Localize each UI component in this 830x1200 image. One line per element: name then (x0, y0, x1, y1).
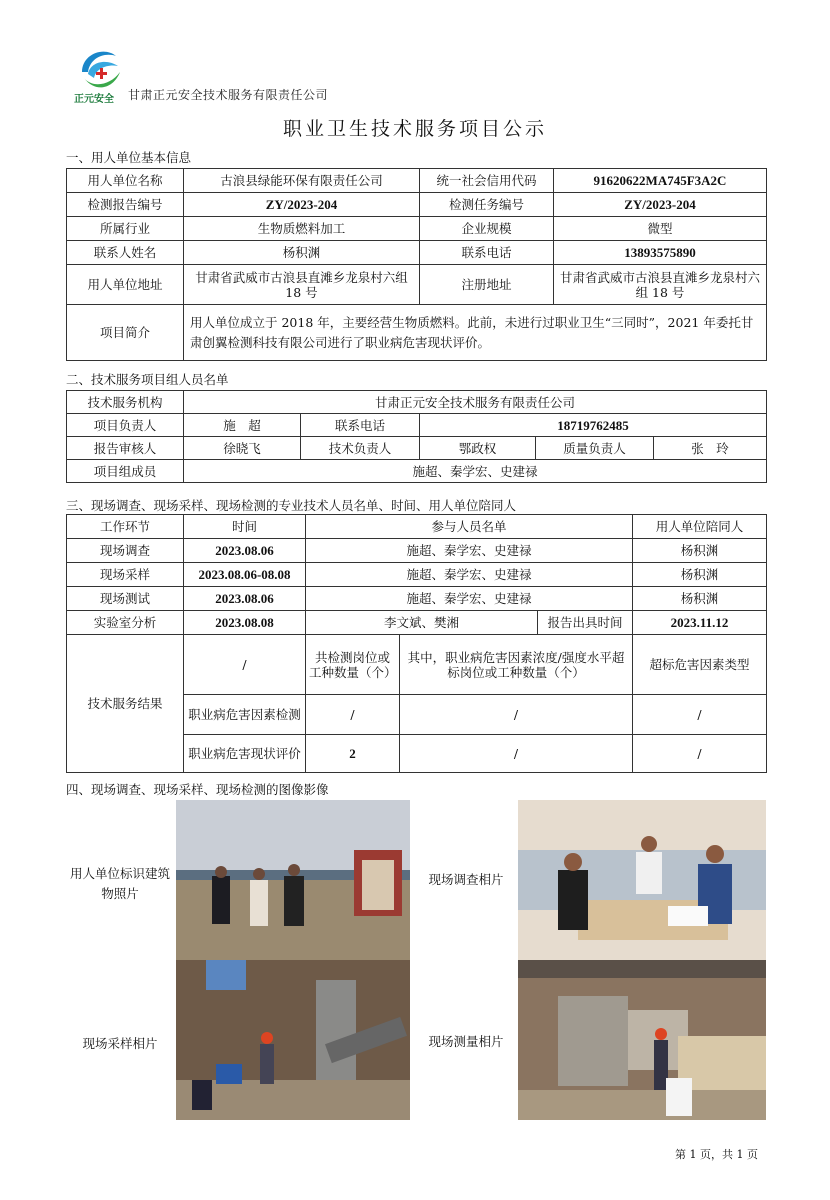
org-name: 甘肃正元安全技术服务有限责任公司 (184, 391, 767, 414)
measurement-photo (518, 960, 766, 1120)
escort-header: 用人单位陪同人 (633, 515, 767, 539)
stage: 现场调查 (67, 539, 184, 563)
org-label: 技术服务机构 (67, 391, 184, 414)
reviewer: 徐晓飞 (184, 437, 301, 460)
leader: 施 超 (184, 414, 301, 437)
section-team-heading: 二、技术服务项目组人员名单 (66, 372, 229, 387)
intro-label: 项目简介 (67, 305, 184, 361)
logo-text: 正元安全 (74, 94, 114, 105)
stage-header: 工作环节 (67, 515, 184, 539)
result-evaluation-label: 职业病危害现状评价 (184, 735, 306, 773)
photo-label-building: 用人单位标识建筑物照片 (70, 866, 171, 901)
result-detection-type: / (633, 695, 767, 735)
report-time: 2023.11.12 (633, 611, 767, 635)
table-row (67, 539, 767, 563)
result-detection-exceed: / (400, 695, 633, 735)
escort: 杨积渊 (633, 563, 767, 587)
sampling-photo (176, 960, 410, 1120)
table-row (67, 587, 767, 611)
result-blank: / (184, 635, 306, 695)
stage: 现场测试 (67, 587, 184, 611)
contact-label: 联系人姓名 (67, 241, 184, 265)
team-table (66, 390, 767, 483)
escort: 杨积渊 (633, 539, 767, 563)
tech-label: 技术负责人 (301, 437, 420, 460)
quality: 张 玲 (654, 437, 767, 460)
building-photo (176, 800, 410, 960)
task-no: ZY/2023-204 (554, 193, 767, 217)
table-row (67, 563, 767, 587)
address-label: 用人单位地址 (67, 265, 184, 305)
reg-address-label: 注册地址 (420, 265, 554, 305)
result-type-header: 超标危害因素类型 (633, 635, 767, 695)
escort: 杨积渊 (633, 587, 767, 611)
industry-label: 所属行业 (67, 217, 184, 241)
time: 2023.08.06-08.08 (184, 563, 306, 587)
photo-label-measurement: 现场测量相片 (428, 1034, 504, 1049)
credit-code: 91620622MA745F3A2C (554, 169, 767, 193)
photo-label-sampling: 现场采样相片 (82, 1036, 158, 1051)
lab-label: 实验室分析 (67, 611, 184, 635)
people: 施超、秦学宏、史建禄 (306, 563, 633, 587)
people: 施超、秦学宏、史建禄 (306, 587, 633, 611)
section-field-heading: 三、现场调查、现场采样、现场检测的专业技术人员名单、时间、用人单位陪同人 (66, 498, 517, 513)
company-header-name: 甘肃正元安全技术服务有限责任公司 (128, 88, 329, 102)
lab-people: 李文斌、樊湘 (306, 611, 538, 635)
members: 施超、秦学宏、史建禄 (184, 460, 767, 483)
phone: 13893575890 (554, 241, 767, 265)
tech: 鄂政权 (420, 437, 536, 460)
unit-name-label: 用人单位名称 (67, 169, 184, 193)
lab-time: 2023.08.08 (184, 611, 306, 635)
result-label: 技术服务结果 (67, 635, 184, 773)
result-detection-label: 职业病危害因素检测 (184, 695, 306, 735)
people-header: 参与人员名单 (306, 515, 633, 539)
section-photos-heading: 四、现场调查、现场采样、现场检测的图像影像 (66, 782, 329, 797)
time-header: 时间 (184, 515, 306, 539)
scale-label: 企业规模 (420, 217, 554, 241)
report-no: ZY/2023-204 (184, 193, 420, 217)
basic-info-table (66, 168, 767, 361)
result-evaluation-exceed: / (400, 735, 633, 773)
section-basic-info-heading: 一、用人单位基本信息 (66, 150, 192, 165)
phone-label: 联系电话 (420, 241, 554, 265)
unit-name: 古浪县绿能环保有限责任公司 (184, 169, 420, 193)
stage: 现场采样 (67, 563, 184, 587)
photo-label-survey: 现场调查相片 (428, 872, 504, 887)
people: 施超、秦学宏、史建禄 (306, 539, 633, 563)
reviewer-label: 报告审核人 (67, 437, 184, 460)
credit-code-label: 统一社会信用代码 (420, 169, 554, 193)
survey-photo (518, 800, 766, 960)
result-evaluation-count: 2 (306, 735, 400, 773)
leader-label: 项目负责人 (67, 414, 184, 437)
leader-phone: 18719762485 (420, 414, 767, 437)
intro-text: 用人单位成立于 2018 年，主要经营生物质燃料。此前，未进行过职业卫生“三同时”，2021 年委托甘肃创翼检测科技有限公司进行了职业病危害现状评价。 (184, 305, 767, 361)
field-table (66, 514, 767, 773)
contact: 杨积渊 (184, 241, 420, 265)
scale: 微型 (554, 217, 767, 241)
leader-phone-label: 联系电话 (301, 414, 420, 437)
result-evaluation-type: / (633, 735, 767, 773)
address: 甘肃省武威市古浪县直滩乡龙泉村六组 18 号 (184, 265, 420, 305)
result-count-header: 共检测岗位或工种数量（个） (306, 635, 400, 695)
quality-label: 质量负责人 (536, 437, 654, 460)
reg-address: 甘肃省武威市古浪县直滩乡龙泉村六组 18 号 (554, 265, 767, 305)
industry: 生物质燃料加工 (184, 217, 420, 241)
time: 2023.08.06 (184, 587, 306, 611)
time: 2023.08.06 (184, 539, 306, 563)
result-detection-count: / (306, 695, 400, 735)
report-time-label: 报告出具时间 (538, 611, 633, 635)
members-label: 项目组成员 (67, 460, 184, 483)
company-logo (74, 42, 126, 106)
page-title: 职业卫生技术服务项目公示 (282, 118, 547, 140)
page-number: 第 1 页，共 1 页 (675, 1148, 758, 1161)
result-exceed-header: 其中，职业病危害因素浓度/强度水平超标岗位或工种数量（个） (400, 635, 633, 695)
report-no-label: 检测报告编号 (67, 193, 184, 217)
task-no-label: 检测任务编号 (420, 193, 554, 217)
